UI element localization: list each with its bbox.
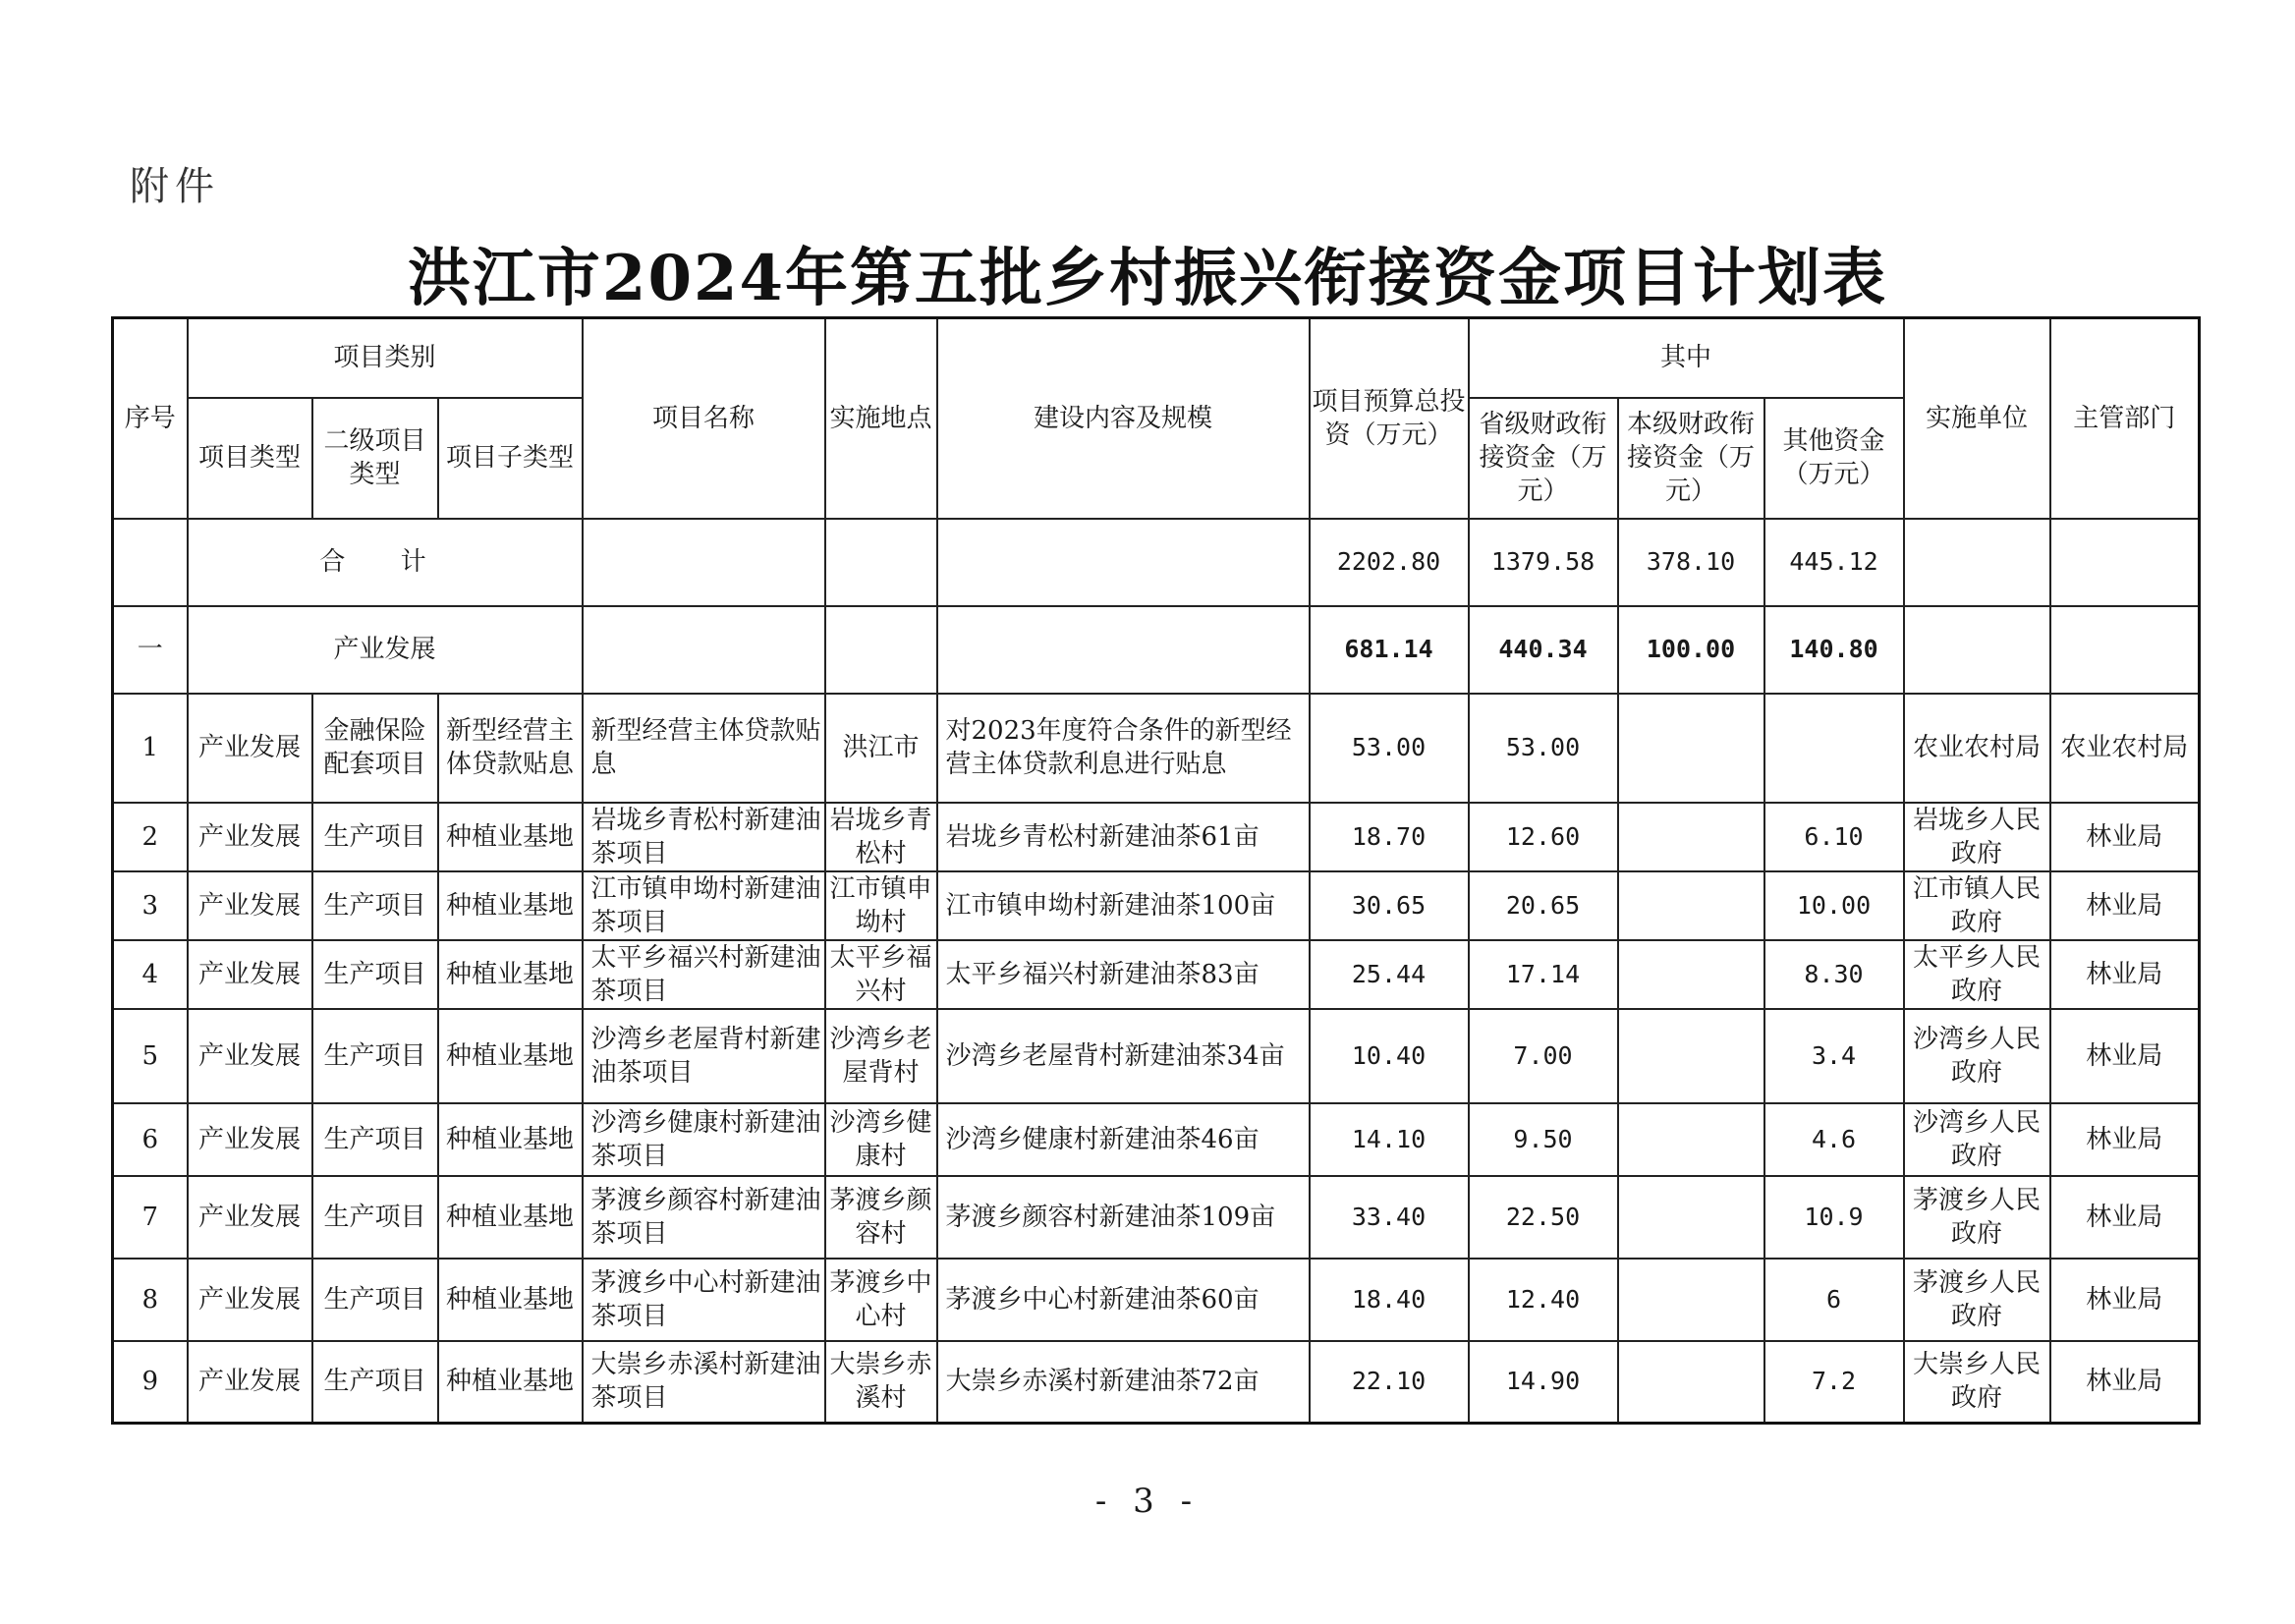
row-dept: 林业局 <box>2050 1103 2200 1176</box>
row-other <box>1764 694 1904 803</box>
row-content: 对2023年度符合条件的新型经营主体贷款利息进行贴息 <box>937 694 1310 803</box>
table-row <box>113 871 2200 940</box>
row-unit: 江市镇人民政府 <box>1904 871 2050 940</box>
row-budget: 18.70 <box>1310 803 1469 871</box>
header-budget: 项目预算总投资（万元） <box>1310 318 1469 519</box>
section-budget: 681.14 <box>1310 606 1469 694</box>
row-local <box>1618 694 1764 803</box>
header-child-type: 项目子类型 <box>438 398 583 519</box>
total-local: 378.10 <box>1618 519 1764 606</box>
row-location: 沙湾乡健康村 <box>825 1103 937 1176</box>
row-child-type: 种植业基地 <box>438 871 583 940</box>
row-sub-type: 生产项目 <box>312 1176 438 1259</box>
header-unit: 实施单位 <box>1904 318 2050 519</box>
row-budget: 30.65 <box>1310 871 1469 940</box>
row-type: 产业发展 <box>188 803 312 871</box>
table-row <box>113 940 2200 1009</box>
total-label: 合 计 <box>188 519 583 606</box>
attachment-label: 附件 <box>130 164 220 209</box>
header-location: 实施地点 <box>825 318 937 519</box>
header-row-1 <box>113 318 2200 398</box>
row-sub-type: 生产项目 <box>312 940 438 1009</box>
row-local <box>1618 1009 1764 1103</box>
row-seq: 8 <box>113 1259 188 1341</box>
row-other: 6.10 <box>1764 803 1904 871</box>
row-content: 大崇乡赤溪村新建油茶72亩 <box>937 1341 1310 1424</box>
row-seq: 3 <box>113 871 188 940</box>
section-other: 140.80 <box>1764 606 1904 694</box>
section-provincial: 440.34 <box>1469 606 1618 694</box>
row-unit: 大崇乡人民政府 <box>1904 1341 2050 1424</box>
row-type: 产业发展 <box>188 1009 312 1103</box>
row-child-type: 新型经营主体贷款贴息 <box>438 694 583 803</box>
row-location: 沙湾乡老屋背村 <box>825 1009 937 1103</box>
row-budget: 25.44 <box>1310 940 1469 1009</box>
row-name: 沙湾乡老屋背村新建油茶项目 <box>583 1009 825 1103</box>
row-unit: 太平乡人民政府 <box>1904 940 2050 1009</box>
section-local: 100.00 <box>1618 606 1764 694</box>
row-budget: 22.10 <box>1310 1341 1469 1424</box>
row-local <box>1618 1341 1764 1424</box>
row-type: 产业发展 <box>188 1259 312 1341</box>
row-child-type: 种植业基地 <box>438 1009 583 1103</box>
row-provincial: 12.60 <box>1469 803 1618 871</box>
row-sub-type: 金融保险配套项目 <box>312 694 438 803</box>
row-child-type: 种植业基地 <box>438 940 583 1009</box>
header-category: 项目类别 <box>188 318 583 398</box>
row-name: 江市镇申坳村新建油茶项目 <box>583 871 825 940</box>
row-seq: 9 <box>113 1341 188 1424</box>
project-plan-table <box>111 316 2201 1425</box>
row-location: 茅渡乡中心村 <box>825 1259 937 1341</box>
row-provincial: 53.00 <box>1469 694 1618 803</box>
row-location: 太平乡福兴村 <box>825 940 937 1009</box>
row-unit: 茅渡乡人民政府 <box>1904 1176 2050 1259</box>
header-other: 其他资金（万元） <box>1764 398 1904 519</box>
row-name: 岩垅乡青松村新建油茶项目 <box>583 803 825 871</box>
total-provincial: 1379.58 <box>1469 519 1618 606</box>
row-type: 产业发展 <box>188 871 312 940</box>
row-budget: 18.40 <box>1310 1259 1469 1341</box>
row-sub-type: 生产项目 <box>312 803 438 871</box>
row-dept: 林业局 <box>2050 1009 2200 1103</box>
row-content: 沙湾乡健康村新建油茶46亩 <box>937 1103 1310 1176</box>
row-location: 岩垅乡青松村 <box>825 803 937 871</box>
row-seq: 7 <box>113 1176 188 1259</box>
row-other: 10.00 <box>1764 871 1904 940</box>
row-child-type: 种植业基地 <box>438 1341 583 1424</box>
row-other: 4.6 <box>1764 1103 1904 1176</box>
header-provincial: 省级财政衔接资金（万元） <box>1469 398 1618 519</box>
row-seq: 6 <box>113 1103 188 1176</box>
row-content: 茅渡乡中心村新建油茶60亩 <box>937 1259 1310 1341</box>
row-provincial: 7.00 <box>1469 1009 1618 1103</box>
table-row <box>113 1259 2200 1341</box>
row-budget: 10.40 <box>1310 1009 1469 1103</box>
row-other: 3.4 <box>1764 1009 1904 1103</box>
row-unit: 沙湾乡人民政府 <box>1904 1103 2050 1176</box>
row-sub-type: 生产项目 <box>312 1259 438 1341</box>
row-name: 茅渡乡颜容村新建油茶项目 <box>583 1176 825 1259</box>
row-local <box>1618 940 1764 1009</box>
row-type: 产业发展 <box>188 694 312 803</box>
section-label: 产业发展 <box>188 606 583 694</box>
table-row <box>113 1103 2200 1176</box>
page-number: - 3 - <box>1094 1482 1201 1521</box>
row-provincial: 12.40 <box>1469 1259 1618 1341</box>
row-dept: 林业局 <box>2050 1341 2200 1424</box>
row-budget: 14.10 <box>1310 1103 1469 1176</box>
row-sub-type: 生产项目 <box>312 871 438 940</box>
row-local <box>1618 1176 1764 1259</box>
row-other: 6 <box>1764 1259 1904 1341</box>
row-content: 岩垅乡青松村新建油茶61亩 <box>937 803 1310 871</box>
page-title: 洪江市2024年第五批乡村振兴衔接资金项目计划表 <box>407 242 1888 315</box>
row-child-type: 种植业基地 <box>438 1176 583 1259</box>
row-provincial: 14.90 <box>1469 1341 1618 1424</box>
row-name: 新型经营主体贷款贴息 <box>583 694 825 803</box>
row-type: 产业发展 <box>188 1176 312 1259</box>
row-local <box>1618 1259 1764 1341</box>
row-sub-type: 生产项目 <box>312 1341 438 1424</box>
row-dept: 林业局 <box>2050 871 2200 940</box>
row-provincial: 22.50 <box>1469 1176 1618 1259</box>
row-other: 7.2 <box>1764 1341 1904 1424</box>
row-content: 太平乡福兴村新建油茶83亩 <box>937 940 1310 1009</box>
header-sub-type: 二级项目类型 <box>312 398 438 519</box>
row-local <box>1618 1103 1764 1176</box>
row-location: 洪江市 <box>825 694 937 803</box>
row-unit: 农业农村局 <box>1904 694 2050 803</box>
header-type: 项目类型 <box>188 398 312 519</box>
row-type: 产业发展 <box>188 940 312 1009</box>
row-other: 10.9 <box>1764 1176 1904 1259</box>
header-local: 本级财政衔接资金（万元） <box>1618 398 1764 519</box>
row-location: 江市镇申坳村 <box>825 871 937 940</box>
total-budget: 2202.80 <box>1310 519 1469 606</box>
row-name: 大崇乡赤溪村新建油茶项目 <box>583 1341 825 1424</box>
row-child-type: 种植业基地 <box>438 1259 583 1341</box>
row-name: 太平乡福兴村新建油茶项目 <box>583 940 825 1009</box>
total-other: 445.12 <box>1764 519 1904 606</box>
table-body <box>113 318 2200 1424</box>
header-seq: 序号 <box>113 318 188 519</box>
row-seq: 1 <box>113 694 188 803</box>
row-name: 沙湾乡健康村新建油茶项目 <box>583 1103 825 1176</box>
row-seq: 4 <box>113 940 188 1009</box>
row-budget: 53.00 <box>1310 694 1469 803</box>
row-unit: 茅渡乡人民政府 <box>1904 1259 2050 1341</box>
row-name: 茅渡乡中心村新建油茶项目 <box>583 1259 825 1341</box>
row-dept: 林业局 <box>2050 803 2200 871</box>
header-content: 建设内容及规模 <box>937 318 1310 519</box>
row-sub-type: 生产项目 <box>312 1103 438 1176</box>
row-content: 茅渡乡颜容村新建油茶109亩 <box>937 1176 1310 1259</box>
table-row <box>113 694 2200 803</box>
row-local <box>1618 803 1764 871</box>
row-provincial: 17.14 <box>1469 940 1618 1009</box>
row-content: 江市镇申坳村新建油茶100亩 <box>937 871 1310 940</box>
row-other: 8.30 <box>1764 940 1904 1009</box>
row-budget: 33.40 <box>1310 1176 1469 1259</box>
row-unit: 沙湾乡人民政府 <box>1904 1009 2050 1103</box>
row-sub-type: 生产项目 <box>312 1009 438 1103</box>
row-dept: 林业局 <box>2050 940 2200 1009</box>
table-row <box>113 1176 2200 1259</box>
total-row <box>113 519 2200 606</box>
row-type: 产业发展 <box>188 1341 312 1424</box>
row-dept: 林业局 <box>2050 1259 2200 1341</box>
row-child-type: 种植业基地 <box>438 803 583 871</box>
row-seq: 5 <box>113 1009 188 1103</box>
row-content: 沙湾乡老屋背村新建油茶34亩 <box>937 1009 1310 1103</box>
header-dept: 主管部门 <box>2050 318 2200 519</box>
row-type: 产业发展 <box>188 1103 312 1176</box>
table-row <box>113 803 2200 871</box>
section-seq: 一 <box>113 606 188 694</box>
header-name: 项目名称 <box>583 318 825 519</box>
table-row <box>113 1009 2200 1103</box>
row-dept: 林业局 <box>2050 1176 2200 1259</box>
row-unit: 岩垅乡人民政府 <box>1904 803 2050 871</box>
row-dept: 农业农村局 <box>2050 694 2200 803</box>
table-row <box>113 1341 2200 1424</box>
row-provincial: 9.50 <box>1469 1103 1618 1176</box>
section-row <box>113 606 2200 694</box>
row-provincial: 20.65 <box>1469 871 1618 940</box>
row-local <box>1618 871 1764 940</box>
header-of-which: 其中 <box>1469 318 1904 398</box>
row-location: 大崇乡赤溪村 <box>825 1341 937 1424</box>
row-seq: 2 <box>113 803 188 871</box>
row-location: 茅渡乡颜容村 <box>825 1176 937 1259</box>
row-child-type: 种植业基地 <box>438 1103 583 1176</box>
